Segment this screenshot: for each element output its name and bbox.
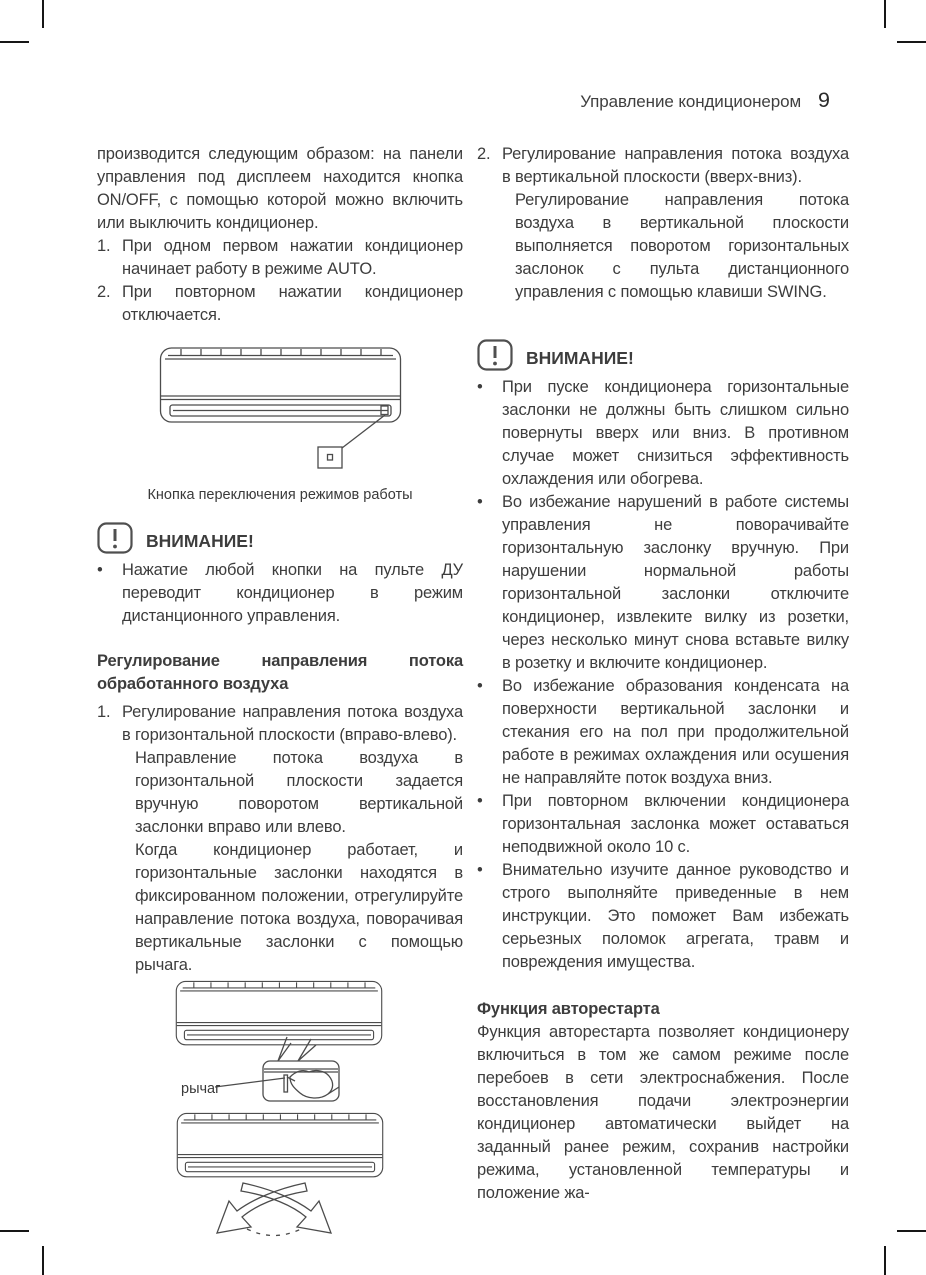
- warning-item: • Во избежание образования конденсата на поверхности вертикальной заслонки и стекания его на пол при продолжительной работе в режимах охлаждения или осушения не направляйте поток воздуха вниз.: [477, 675, 849, 790]
- item-text: При повторном нажатии кондиционер отключается.: [122, 283, 463, 324]
- item-lead: Регулирование направления потока воздуха в горизонтальной плоскости (вправо-влево).: [122, 703, 463, 744]
- warning-title: ВНИМАНИЕ!: [146, 530, 254, 551]
- item-text: При одном первом нажатии кондиционер начинает работу в режиме AUTO.: [122, 237, 463, 278]
- item-paragraph: Регулирование направления потока воздуха в вертикальной плоскости выполняется поворотом горизонтальных заслонок с пульта дистанционного управления с помощью клавиши SWING.: [515, 191, 849, 301]
- numbered-item-1: [97, 235, 463, 281]
- crop-mark: [884, 1246, 886, 1275]
- item-lead: Регулирование направления потока воздуха в вертикальной плоскости (вверх-вниз).: [502, 145, 849, 186]
- crop-mark: [0, 1230, 29, 1232]
- crop-mark: [0, 41, 29, 43]
- bullet-icon: •: [477, 792, 483, 810]
- numbered-item-2: [97, 281, 463, 327]
- mode-button-icon: [328, 455, 333, 461]
- bullet-icon: •: [477, 861, 483, 879]
- item-paragraph: Когда кондиционер работает, и горизонтальные заслонки находятся в фиксированном положении, отрегулируйте направление потока воздуха, поворачивая вертикальные заслонки с помощью рычага.: [135, 841, 463, 974]
- figure-ac-lever: [97, 977, 463, 1103]
- figure-caption: Кнопка переключения режимов работы: [147, 487, 413, 503]
- numbered-item-airflow-vertical: [477, 143, 849, 304]
- item-number: 2.: [477, 145, 491, 163]
- page-header: [0, 88, 830, 113]
- item-number: 1.: [97, 703, 111, 721]
- bullet-icon: •: [97, 561, 103, 579]
- callout-box: [318, 447, 342, 468]
- crop-mark: [884, 0, 886, 28]
- numbered-item-airflow-horizontal: [97, 701, 463, 977]
- page-number: 9: [818, 88, 830, 112]
- autorestart-heading: Функция авторестарта: [477, 1000, 660, 1018]
- warning-title: ВНИМАНИЕ!: [526, 347, 634, 368]
- hand-icon: [290, 1071, 333, 1098]
- intro-paragraph: производится следующим образом: на панели управления под дисплеем находится кнопка ON/OFF, с помощью которой можно включить или выключить кондиционер.: [97, 145, 463, 232]
- figure-ac-unit-button: [97, 344, 463, 507]
- section-heading: Регулирование направления потока обработанного воздуха: [97, 652, 463, 693]
- left-column: [97, 143, 463, 1247]
- warning-item: • Нажатие любой кнопки на пульте ДУ переводит кондиционер в режим дистанционного управления.: [97, 559, 463, 628]
- figure-ac-swing: [97, 1109, 463, 1247]
- crop-mark: [897, 1230, 926, 1232]
- warning-exclamation-icon: [97, 522, 133, 554]
- header-title: Управление кондиционером: [580, 92, 802, 111]
- warning-item: • Во избежание нарушений в работе системы управления не поворачивайте горизонтальную заслонку вручную. При нарушении нормальной работы горизонтальной заслонки отключите кондиционер, извлеките вилку из розетки, через несколько минут снова вставьте вилку в розетку и включите кондиционер.: [477, 491, 849, 675]
- warning-item: • Внимательно изучите данное руководство и строго выполняйте приведенные в нем инструкции. Это поможет Вам избежать серьезных поломок агрегата, травм и повреждения имущества.: [477, 859, 849, 974]
- warning-header: [477, 339, 849, 371]
- crop-mark: [42, 1246, 44, 1275]
- crop-mark: [897, 41, 926, 43]
- warning-item: • При повторном включении кондиционера горизонтальная заслонка может оставаться неподвижной около 10 с.: [477, 790, 849, 859]
- bullet-icon: •: [477, 677, 483, 695]
- warning-header: [97, 522, 463, 554]
- right-column: [477, 143, 849, 1247]
- warning-block: [477, 339, 849, 974]
- item-number: 2.: [97, 283, 111, 301]
- lever-label: рычаг: [181, 1081, 221, 1097]
- warning-exclamation-icon: [477, 339, 513, 371]
- warning-list: [477, 376, 849, 974]
- item-paragraph: Направление потока воздуха в горизонтальной плоскости задается вручную поворотом вертикальной заслонки вправо или влево.: [135, 749, 463, 836]
- page-content: [97, 143, 849, 1247]
- bullet-icon: •: [477, 378, 483, 396]
- crop-mark: [42, 0, 44, 28]
- warning-item: • При пуске кондиционера горизонтальные заслонки не должны быть слишком сильно повернуты вверх или вниз. В противном случае может снизиться эффективность охлаждения или обогрева.: [477, 376, 849, 491]
- item-number: 1.: [97, 237, 111, 255]
- warning-list: [97, 559, 463, 628]
- warning-block: [97, 522, 463, 628]
- autorestart-paragraph: Функция авторестарта позволяет кондиционеру включиться в том же самом режиме после перебоев в сети электроснабжения. После восстановления подачи электроэнергии кондиционер автоматически выйдет на заданный ранее режим, сохранив настройки режима, установленной температуры и положение жа-: [477, 1023, 849, 1202]
- bullet-icon: •: [477, 493, 483, 511]
